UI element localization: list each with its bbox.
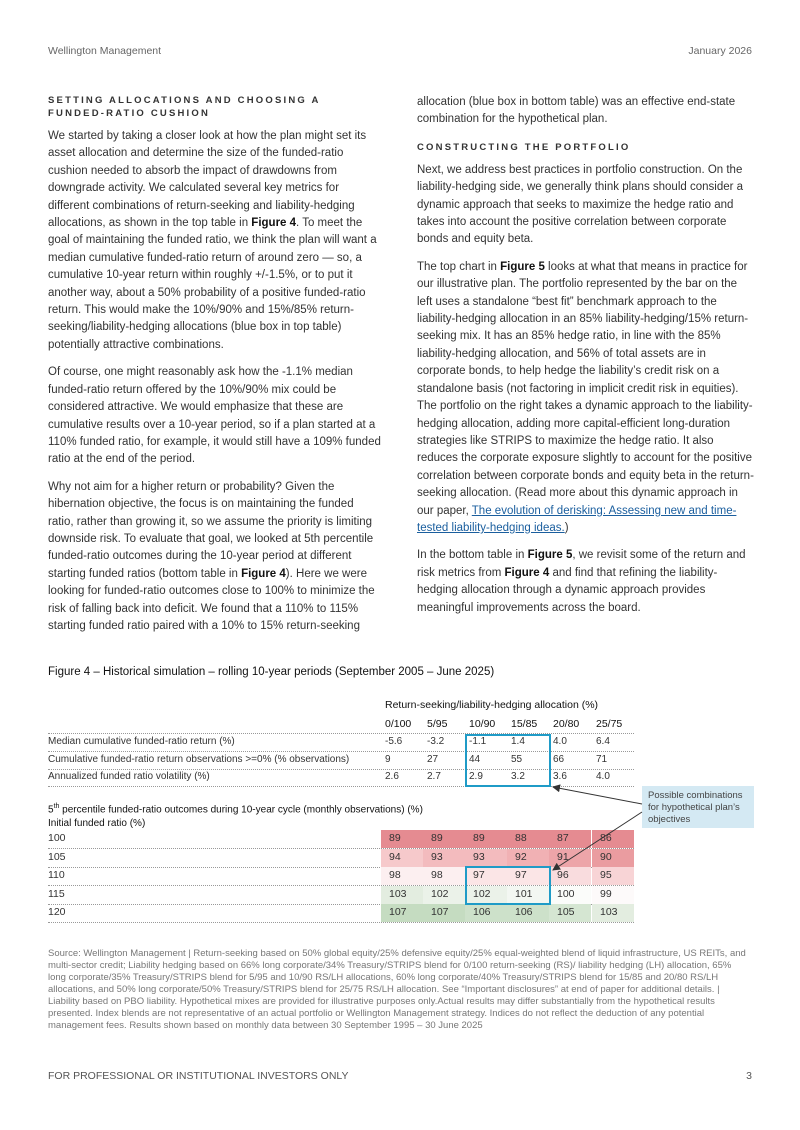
row-label: 105 [48,850,66,863]
table-cell: 2.7 [427,771,441,782]
table-cell: 3.6 [553,771,567,782]
heatmap-cell: 103 [381,886,423,904]
heatmap-cell: 103 [592,904,634,922]
arrow-to-top-box [553,787,642,804]
row-label: 115 [48,887,65,900]
table-cell: 4.0 [553,736,567,747]
heatmap-cell: 92 [507,849,549,867]
row-label: Cumulative funded-ratio return observations >=0% (% observations) [48,753,350,765]
paragraph: Why not aim for a higher return or probability? Given the hibernation objective, the focus is on maintaining the funded ratio, rather than growing it, so we assume the priority is limiting downside risk. To evaluate that goal, we looked at 5th percentile funded-ratio outcomes during the 10-year period at different starting funded ratios (bottom table in Figure 4). Here we were looking for funded-ratio outcomes close to 100% to minimize the risk of falling back into deficit. We found that a 110% to 115% starting funded ratio paired with a 10% to 15% return-seeking [48,480,375,632]
table-cell: -5.6 [385,736,403,747]
section-heading-portfolio: CONSTRUCTING THE PORTFOLIO [417,141,631,153]
table-cell: 4.0 [596,771,610,782]
heatmap-cell: 94 [381,849,423,867]
heatmap-cell: 106 [465,904,507,922]
paragraph: Of course, one might reasonably ask how the -1.1% median funded-ratio return offered by the 10%/90% mix could be considered attractive. We would emphasize that these are cumulative results over a 10-year period, so if a plan started at a 110% funded ratio, for example, it would still have a 109% funded ratio at the end of the period. [48,366,381,466]
heatmap-cell: 106 [507,904,549,922]
paragraph: allocation (blue box in bottom table) was an effective end-state combination for the hypothetical plan. [417,96,736,126]
heatmap-cell: 89 [423,830,465,848]
table-cell: 3.2 [511,771,525,782]
heatmap-cell: 102 [423,886,465,904]
heatmap-cell: 87 [549,830,591,848]
table-cell: 66 [553,753,565,765]
table-cell: 71 [596,753,608,765]
row-label: 120 [48,906,66,918]
bottom-table-title: 5th percentile funded-ratio outcomes during 10-year cycle (monthly observations) (%) Initial funded ratio (%) [48,803,423,830]
heatmap-cell: 93 [465,849,507,867]
heatmap-cell: 99 [592,886,634,904]
table-cell: 6.4 [596,736,610,747]
heatmap-cell: 98 [381,867,423,885]
heatmap-cell: 91 [549,849,591,867]
table-cell: 2.9 [469,771,483,782]
table-cell: 9 [385,753,391,765]
column-header: 15/85 [511,718,538,730]
section-heading-allocations: SETTING ALLOCATIONS AND CHOOSING A FUNDED-RATIO CUSHION [48,95,321,119]
heatmap-cell: 102 [465,886,507,904]
table-cell: -1.1 [469,736,487,747]
paragraph: In the bottom table in Figure 5, we revisit some of the return and risk metrics from Figure 4 and find that refining the liability-hedging allocation through a dynamic approach provides meaningful improvements across the board. [417,549,746,614]
heatmap-cell: 105 [549,904,591,922]
column-header: 0/100 [385,718,412,730]
header-org: Wellington Management [48,45,162,57]
heatmap-cell: 93 [423,849,465,867]
page-number: 3 [746,1070,752,1082]
table-cell: 2.6 [385,771,399,782]
column-header: 20/80 [553,718,580,730]
heatmap-cell: 107 [423,904,465,922]
heatmap-cell: 97 [465,867,507,885]
row-label: Median cumulative funded-ratio return (%) [48,736,235,747]
heatmap-cell: 86 [592,830,634,848]
heatmap-cell: 90 [592,849,634,867]
source-note: Source: Wellington Management | Return-seeking based on 50% global equity/25% defensive equity/25% equal-weighted blend of liquid infrastructure, US REITs, and multi-sector credit; Liability hedging based on 66% long corporate/34% Treasury/STRIPS blend for 0/100 return-seeking (RS)/ liability hedging (LH) allocation, 65% long corporate/35% Treasury/STRIPS blend for 5/95 and 10/90 RS/LH allocations, 60% long corporate/40% Treasury/STRIPS blend for 15/85 and 20/80 RS/LH allocations, and 50% long corporate/50% Treasury/STRIPS blend for 25/75 RS/LH allocation. See “Important disclosures” at end of paper for additional details. | Liability based on PBO liability. Hypothetical mixes are provided for illustrative purposes only.Actual results may differ substantially from the hypothetical results presented. Index blends are not representative of an actual portfolio or Wellington Management strategy. Indices do not reflect the deduction of any potential management fees. Results shown based on monthly data between 30 September 1995 – 30 June 2025 [48,948,746,1031]
figure-title: Figure 4 – Historical simulation – rolling 10-year periods (September 2005 – June 2025) [48,666,495,678]
table-cell: 55 [511,753,523,765]
heatmap-cell: 98 [423,867,465,885]
table-cell: 44 [469,753,481,765]
table-cell: -3.2 [427,736,445,747]
heatmap-cell: 101 [507,886,549,904]
initial-funded-ratio-label: Initial funded ratio (%) [48,818,146,830]
callout-note: Possible combinations for hypothetical plan’s objectives [642,786,754,828]
allocation-group-header: Return-seeking/liability-hedging allocation (%) [385,699,599,711]
arrow-to-bottom-box [553,812,642,870]
heatmap-cell: 97 [507,867,549,885]
column-header: 5/95 [427,718,448,730]
table-cell: 27 [427,753,439,765]
row-label: 110 [48,869,65,881]
heatmap-cell: 100 [549,886,591,904]
paper-link[interactable]: The evolution of derisking: Assessing new and time-tested liability-hedging ideas. [417,504,737,534]
heatmap-cell: 89 [465,830,507,848]
heatmap-cell: 95 [592,867,634,885]
column-header: 10/90 [469,718,496,730]
column-header: 25/75 [596,718,623,730]
paragraph: Next, we address best practices in portfolio construction. On the liability-hedging side, we generally think plans should consider a dynamic approach that seeks to maximize the hedge ratio and takes into account the positive correlation between corporate bonds and equity beta. [417,163,744,246]
paragraph: The top chart in Figure 5 looks at what that means in practice for our illustrative plan. The portfolio represented by the bar on the left uses a standalone “best fit” benchmark approach to the liability-hedging allocation in an 85% liability-hedging/15% return-seeking mix. It has an 85% hedge ratio, in line with the 85% liability-hedging allocation, and 56% of total assets are in corporate bonds, to help hedge the liability’s credit risk on a standalone basis (not factoring in implicit credit risk in equities). The portfolio on the right takes a dynamic approach to the liability-hedging allocation, adding more capital-efficient long-duration strategies like STRIPS to maximize the hedge ratio. It also reduces the corporate exposure slightly to account for the positive correlation between corporate bonds and equity beta in the return-seeking allocation. (Read more about this dynamic approach in our paper, The evolution of derisking: Assessing new and time-tested liability-hedging ideas.) [417,260,754,534]
row-label: 100 [48,832,66,844]
heatmap-cell: 89 [381,830,423,848]
heatmap-cell: 96 [549,867,591,885]
table-cell: 1.4 [511,736,525,747]
paragraph: We started by taking a closer look at how the plan might set its asset allocation and determine the size of the funded-ratio cushion needed to absorb the impact of drawdowns from downgrade activity. We calculated several key metrics for different combinations of return-seeking and liability-hedging allocations, as shown in the top table in Figure 4. To meet the goal of maintaining the funded ratio, we think the plan will want a median cumulative funded-ratio return of around zero — so, a cumulative 10-year return within roughly +/-1.5%, or to put it another way, about a 50% probability of a positive funded-ratio return. This would make the 10%/90% and 15%/85% return-seeking/liability-hedging allocations (blue box in top table) potentially attractive combinations. [48,130,377,351]
header-date: January 2026 [688,45,752,57]
heatmap-cell: 88 [507,830,549,848]
row-label: Annualized funded ratio volatility (%) [48,771,210,782]
footer-disclaimer: FOR PROFESSIONAL OR INSTITUTIONAL INVESTORS ONLY [48,1070,349,1082]
heatmap-cell: 107 [381,904,423,922]
